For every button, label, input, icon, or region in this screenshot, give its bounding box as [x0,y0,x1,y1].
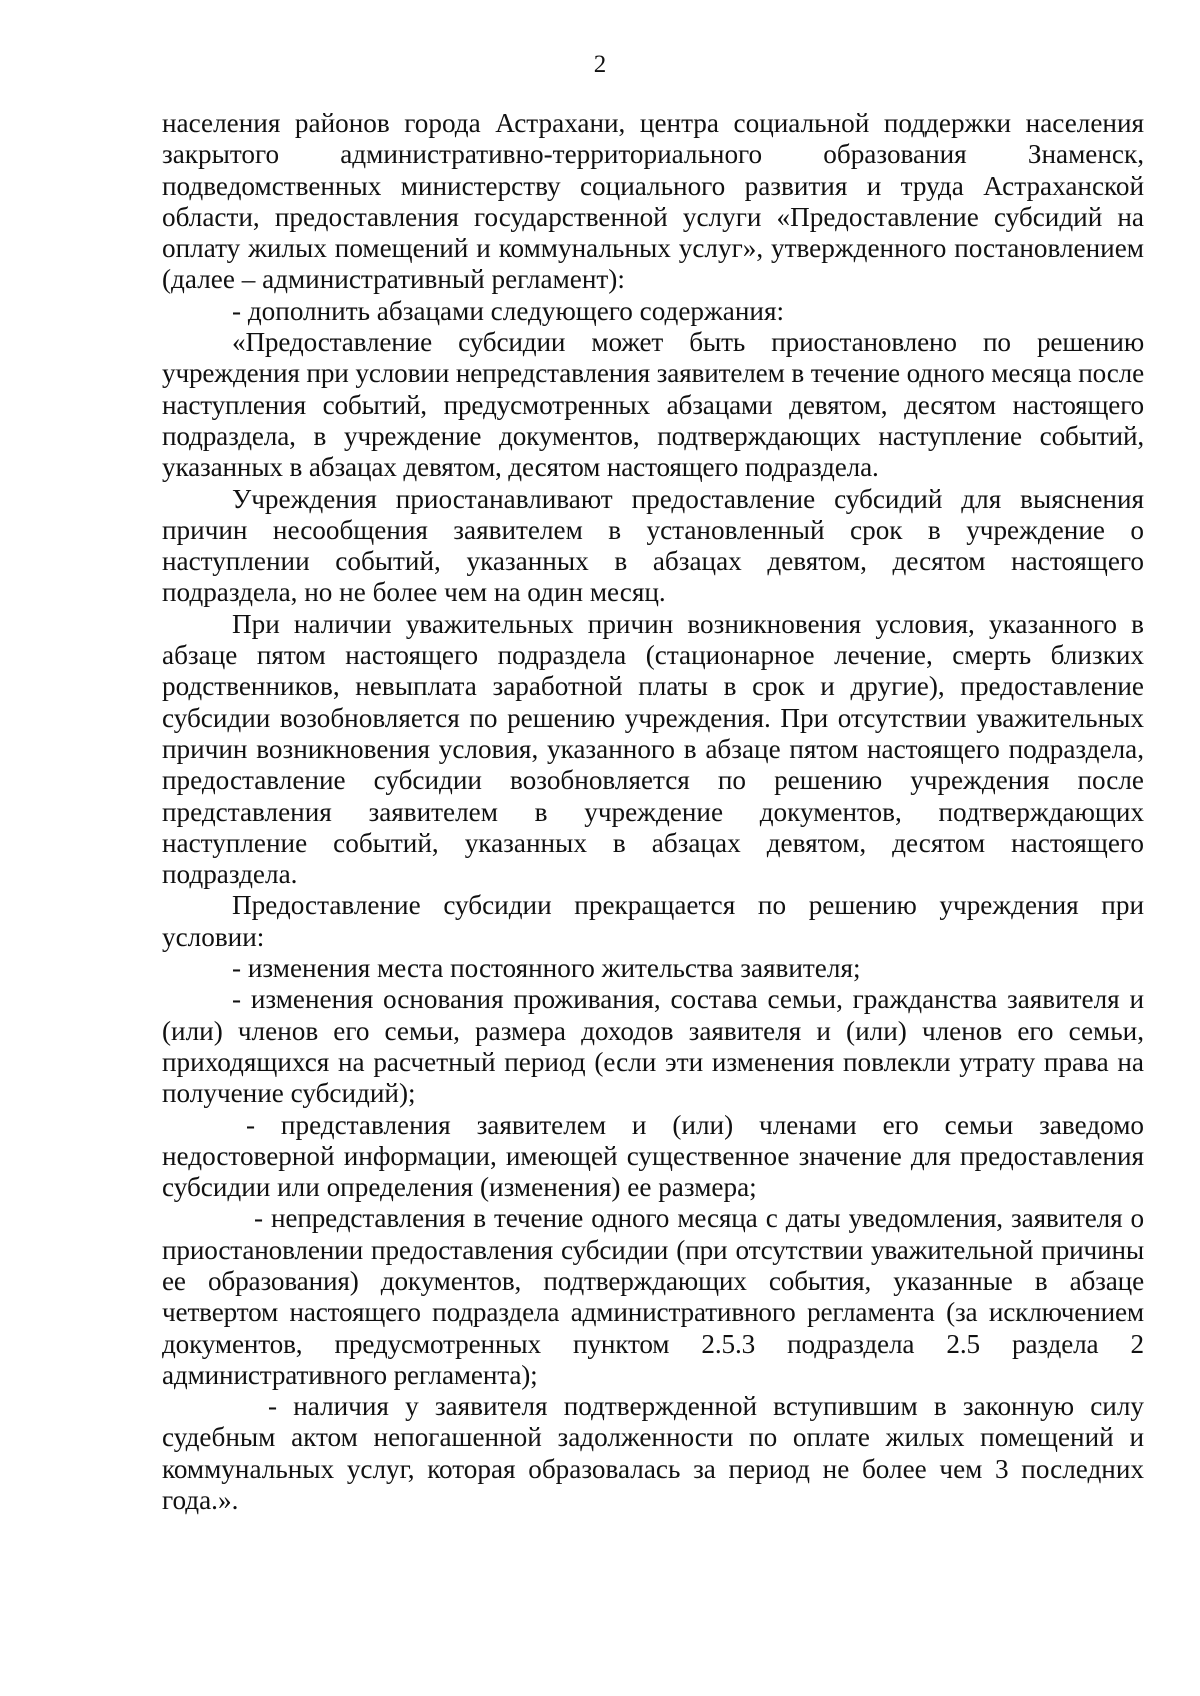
paragraph-suspension-condition: «Предоставление субсидии может быть приостановлено по решению учреждения при условии непредставления заявителем в течение одного месяца после наступления событий, предусмотренных абзацами девятом, десятом настоящего подраздела, в учреждение документов, подтверждающих наступление событий, указанных в абзацах девятом, десятом настоящего подраздела. [162,327,1144,483]
list-item-false-information: - представления заявителем и (или) членами его семьи заведомо недостоверной информации, имеющей существенное значение для предоставления субсидии или определения (изменения) ее размера; [162,1109,1144,1203]
page-number: 2 [593,51,607,78]
list-item-debt: - наличия у заявителя подтвержденной вступившим в законную силу судебным актом непогашенной задолженности по оплате жилых помещений и коммунальных услуг, которая образовалась за период не более чем 3 последних года.». [162,1391,1144,1516]
paragraph-termination-intro: Предоставление субсидии прекращается по решению учреждения при условии: [162,890,1144,952]
list-item-residence-change: - изменения места постоянного жительства заявителя; [232,953,861,984]
paragraph-resumption: При наличии уважительных причин возникновения условия, указанного в абзаце пятом настоящего подраздела (стационарное лечение, смерть близких родственников, невыплата заработной платы в срок и другие), предоставление субсидии возобновляется по решению учреждения. При отсутствии уважительных причин возникновения условия, указанного в абзаце пятом настоящего подраздела, предоставление субсидии возобновляется по решению учреждения после представления заявителем в учреждение документов, подтверждающих наступление событий, указанных в абзацах девятом, десятом настоящего подраздела. [162,608,1144,890]
list-item-circumstances-change: - изменения основания проживания, состава семьи, гражданства заявителя и (или) членов его семьи, размера доходов заявителя и (или) членов его семьи, приходящихся на расчетный период (если эти изменения повлекли утрату права на получение субсидий); [162,984,1144,1109]
document-body [162,108,1144,1516]
paragraph-intro: населения районов города Астрахани, центра социальной поддержки населения закрытого административно-территориального образования Знаменск, подведомственных министерству социального развития и труда Астраханской области, предоставления государственной услуги «Предоставление субсидий на оплату жилых помещений и коммунальных услуг», утвержденного постановлением (далее – административный регламент): [162,108,1144,295]
paragraph-amendment-instruction: - дополнить абзацами следующего содержания: [232,295,785,326]
list-item-missing-documents: - непредставления в течение одного месяца с даты уведомления, заявителя о приостановлении предоставления субсидии (при отсутствии уважительной причины ее образования) документов, подтверждающих события, указанные в абзаце четвертом настоящего подраздела административного регламента (за исключением документов, предусмотренных пунктом 2.5.3 подраздела 2.5 раздела 2 административного регламента); [162,1203,1144,1390]
paragraph-suspension-reasons: Учреждения приостанавливают предоставление субсидий для выяснения причин несообщения заявителем в установленный срок в учреждение о наступлении событий, указанных в абзацах девятом, десятом настоящего подраздела, но не более чем на один месяц. [162,483,1144,608]
